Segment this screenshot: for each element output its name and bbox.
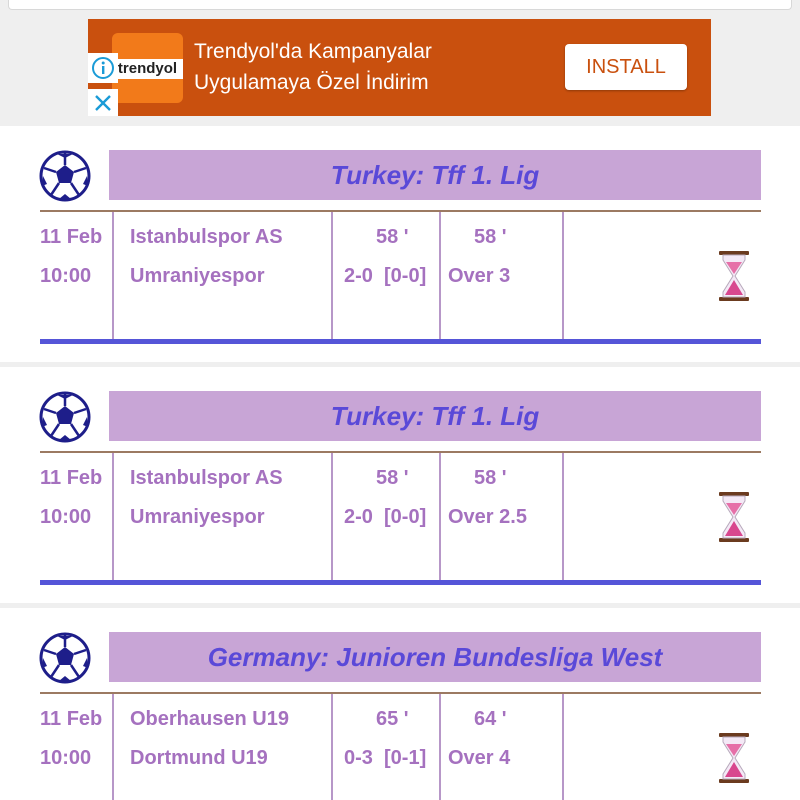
divider [40,451,761,453]
home-team[interactable]: Istanbulspor AS [130,226,283,248]
soccer-ball-icon [39,150,91,202]
divider [439,453,441,580]
divider [562,453,564,580]
ad-title[interactable]: Trendyol'da Kampanyalar [194,40,432,63]
match-minute: 65 ' [376,708,409,730]
match-date: 11 Feb [40,226,103,248]
info-icon[interactable] [88,53,118,83]
match-time: 10:00 [40,506,92,528]
match-time: 10:00 [40,265,92,287]
match-minute: 58 ' [376,467,409,489]
ad-banner[interactable] [88,19,711,116]
away-team[interactable]: Umraniyespor [130,265,265,287]
away-team[interactable]: Dortmund U19 [130,747,268,769]
match-card[interactable] [0,367,800,603]
divider [562,212,564,339]
tip-value: Over 2.5 [448,506,527,528]
home-team[interactable]: Istanbulspor AS [130,467,283,489]
match-score: 2-0 [0-0] [344,506,427,528]
divider [40,339,761,344]
hourglass-icon [717,250,751,302]
tip-minute: 58 ' [474,467,507,489]
divider [439,694,441,800]
close-icon[interactable] [88,89,118,116]
match-minute: 58 ' [376,226,409,248]
ad-subtitle[interactable]: Uygulamaya Özel İndirim [194,71,429,94]
install-button[interactable]: INSTALL [565,44,687,90]
league-title[interactable]: Germany: Junioren Bundesliga West [109,632,761,682]
divider [112,212,114,339]
soccer-ball-icon [39,391,91,443]
match-card[interactable] [0,126,800,362]
ad-logo-text: trendyol [112,59,183,79]
tip-minute: 58 ' [474,226,507,248]
league-title[interactable]: Turkey: Tff 1. Lig [109,391,761,441]
divider [562,694,564,800]
divider [40,210,761,212]
hourglass-icon [717,732,751,784]
divider [439,212,441,339]
tip-value: Over 4 [448,747,511,769]
divider [40,692,761,694]
tip-minute: 64 ' [474,708,507,730]
hourglass-icon [717,491,751,543]
divider [331,694,333,800]
divider [331,453,333,580]
away-team[interactable]: Umraniyespor [130,506,265,528]
match-date: 11 Feb [40,708,103,730]
match-card[interactable] [0,608,800,800]
divider [112,453,114,580]
top-bar [8,0,792,10]
soccer-ball-icon [39,632,91,684]
divider [112,694,114,800]
league-title[interactable]: Turkey: Tff 1. Lig [109,150,761,200]
tip-value: Over 3 [448,265,511,287]
match-time: 10:00 [40,747,92,769]
match-score: 0-3 [0-1] [344,747,427,769]
match-date: 11 Feb [40,467,103,489]
divider [331,212,333,339]
trendyol-logo[interactable] [112,33,183,103]
divider [40,580,761,585]
home-team[interactable]: Oberhausen U19 [130,708,289,730]
match-score: 2-0 [0-0] [344,265,427,287]
